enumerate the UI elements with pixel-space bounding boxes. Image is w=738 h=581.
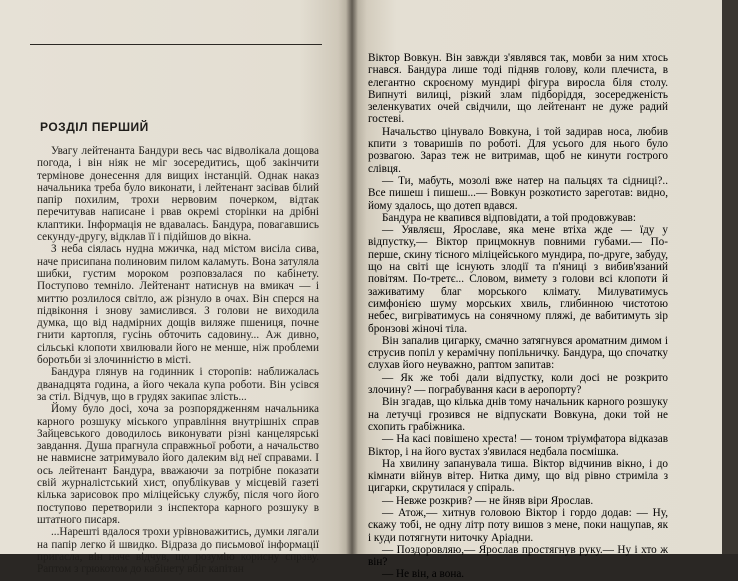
top-rule bbox=[30, 44, 322, 45]
paragraph: З неба сіялась нудна мжичка, над містом висіла сива, наче присипана полиновим пилом каламуть. Вона затуляла шибки, густим мороком розповзалася по кабінету. Поступово темніло. Лейтенант натиснув на вмикач — і миттю розлилося світло, аж різнуло в очах. Він сперся на підвіконня і знову замислився. З голови не виходила думка, що від надмірних дощів виляже пшениця, почне гнити картопля, гусінь обточить садовину... Аж дивно, сільські клопоти хвилювали його не менше, ніж проблеми боротьби зі злочинністю в місті. bbox=[37, 243, 319, 367]
book-gutter bbox=[346, 0, 358, 554]
paragraph: На хвилину запанувала тиша. Віктор відчинив вікно, і до кімнати війнув вітер. Нитка диму, що від рівно стриміла з цигарки, скрутилася у спіраль. bbox=[368, 457, 668, 495]
paragraph: Віктор Вовкун. Він завжди з'являвся так, мовби за ним хтось гнався. Бандура лише тоді підняв голову, коли плечиста, в елегантно скроєному мундирі фігура виросла біля столу. Випнуті вилиці, різкий злам підборіддя, зосередженість зеленкуватих очей свідчили, що лейтенант не дуже радий гостеві. bbox=[368, 52, 668, 126]
paragraph: — Поздоровляю,— Ярослав простягнув руку.— Ну і хто ж він? bbox=[368, 543, 668, 569]
paragraph: Начальство цінувало Вовкуна, і той задирав носа, любив кпити з товаришів по роботі. Для усього для нього було розвагою. Зараз теж не витримав, щоб не кинути гострого слівця. bbox=[368, 125, 668, 175]
paragraph: Бандура не квапився відповідати, а той продовжував: bbox=[382, 211, 636, 224]
paragraph: — Атож,— хитнув головою Віктор і гордо додав: — Ну, скажу тобі, не одну літр поту вишов з мене, поки нащупав, як і куди потягнути ниточку Аріадни. bbox=[368, 506, 668, 544]
background-edge bbox=[722, 0, 738, 554]
paragraph: Він запалив цигарку, смачно затягнувся ароматним димом і струсив попіл у керамічну попільничку. Бандура, що спочатку слухав його неуважно, раптом запитав: bbox=[368, 334, 668, 372]
chapter-title: РОЗДІЛ ПЕРШИЙ bbox=[40, 120, 149, 134]
paragraph: — Як же тобі дали відпустку, коли досі не розкрито злочину? — пограбування каси в аеропорту? bbox=[368, 371, 668, 397]
paragraph: Увагу лейтенанта Бандури весь час відволікала дощова погода, і він ніяк не міг зосередитись, щоб закінчити термінове донесення для вищих інстанцій. Однак наказ начальника треба було виконати, і лейтенант засівав білий папір похилим, трохи нервовим почерком, відтак перечитував написане і рвав окремі сторінки на дрібні клаптики. Інформація не вдавалась. Бандура, повагавшись секунду-другу, відклав її і підійшов до вікна. bbox=[37, 145, 319, 244]
right-page-text bbox=[368, 52, 668, 581]
paragraph: — Уявляєш, Ярославе, яка мене втіха жде — їду у відпустку,— Віктор прицмокнув повними губами.— По-перше, скину тісного міліцейського мундира, по-друге, забуду, що на світі ще існують злодії та п'яниці з вибив'язаний повітям. По-третє... Словом, вимету з голови всі клопоти й заживатиму благ морського клімату. Милуватимусь симфонією шуму морських хвиль, глибинною чистотою небес, вигріватимусь на сонячному пляжі, де вабитимуть зір бронзові жіночі тіла. bbox=[368, 224, 668, 335]
paragraph: Йому було досі, хоча за розпорядженням начальника карного розшуку міського управління внутрішніх справ Зайцевського доводилось виконувати різні канцелярські завдання. Душа прагнула справжньої роботи, а начальство не навмисне затримувало його далеким від неї справами. І ось лейтенант Бандура, вважаючи за потрібне показати свій журналістський хист, опублікував у місцевій газеті кілька зарисовок про міліцейську службу, після чого його поступово перетворили з інспектора карного розшуку в штатного писаря. bbox=[37, 403, 319, 526]
paragraph: ...Нарешті вдалося трохи урівноважитись, думки лягали на папір легко й швидко. Відраза до письмової інформації пригасла, він наче відчув, що розумію корисну справу. Раптом з грюкотом до кабінету вбіг капітан bbox=[37, 526, 319, 576]
paragraph: — Ти, мабуть, мозолі вже натер на пальцях та сідниці?.. Все пишеш і пишеш...— Вовкун розкотисто зареготав: видно, йому здалось, що дотеп вдався. bbox=[368, 174, 668, 212]
paragraph: Бандура глянув на годинник і сторопів: наближалась дванадцята година, а його чекала купа роботи. Він усівся за стіл. Відчув, що в грудях закипає злість... bbox=[37, 366, 319, 403]
paragraph: — На касі повішено хреста! — тоном тріумфатора відказав Віктор, і на його вустах з'явилася недбала посмішка. bbox=[368, 433, 668, 458]
left-page-text bbox=[37, 145, 319, 575]
paragraph: Він згадав, що кілька днів тому начальник карного розшуку на летучці грозився не відпускати Вовкуна, доки той не схопить грабіжника. bbox=[368, 396, 668, 433]
paragraph: — Невже розкрив? — не йняв віри Ярослав. bbox=[382, 494, 594, 507]
left-page bbox=[0, 0, 352, 576]
paragraph: — Не він, а вона. bbox=[382, 568, 465, 581]
